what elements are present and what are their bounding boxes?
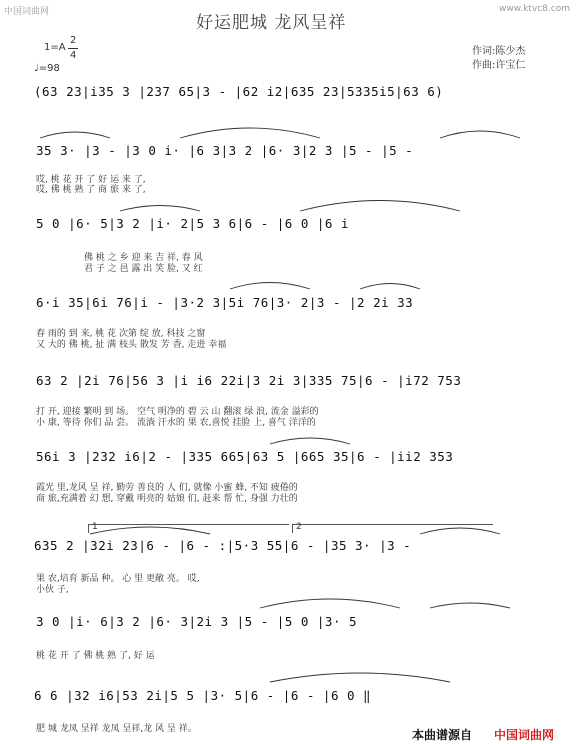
score-row-4-notes: 6·i 35|6i 76|i - |3·2 3|5i 76|3· 2|3 - |2 2i 33	[36, 295, 414, 310]
score-row-5-notes: 63 2 |2i 76|56 3 |i i6 22i|3 2i 3|335 75|6 - |i72 753	[36, 373, 462, 388]
score-row-7-lyric-1: 果 农,培育 新品 种。 心 里 更敞 亮。 哎,	[36, 574, 200, 584]
volta-bracket-2	[292, 524, 493, 533]
footer-source-label: 本曲谱源自	[412, 728, 473, 742]
score-row-8-notes: 3 0 |i· 6|3 2 |6· 3|2i 3 |5 - |5 0 |3· 5	[36, 614, 358, 629]
score-row-6-lyric-1: 霞光 里,龙风 呈 祥, 勤劳 善良的 人 们, 就像 小蜜 蜂, 不知 疲倦的	[36, 483, 298, 493]
score-row-4-lyric-1: 春 雨的 到 来, 桃 花 次第 绽 放, 科技 之窗	[36, 329, 206, 339]
song-title: 好运肥城 龙风呈祥	[196, 13, 347, 33]
volta-2-label: 2	[296, 522, 302, 532]
score-row-7-notes: 635 2 |32i 23|6 - |6 - :|5·3 55|6 - |35 3· |3 -	[34, 538, 412, 553]
volta-bracket-1	[88, 524, 289, 533]
lyricist-credit: 作词:陈少杰	[472, 46, 526, 57]
score-row-3-notes: 5 0 |6· 5|3 2 |i· 2|5 3 6|6 - |6 0 |6 i	[36, 216, 349, 231]
score-row-6-notes: 56i 3 |232 i6|2 - |335 665|63 5 |665 35|6 - |ii2 353	[36, 449, 454, 464]
composer-credit: 作曲:许宝仁	[472, 60, 526, 71]
score-row-2-lyric-2: 哎, 佛 桃 熟 了 商 旅 来 了,	[36, 185, 146, 195]
score-row-6-lyric-2: 商 旅,充满着 幻 想, 穿戴 明亮的 姑娘 们, 赶来 帮 忙, 身强 力壮的	[36, 494, 298, 504]
volta-1-label: 1	[92, 522, 98, 532]
score-row-1-notes: (63 23|i35 3 |237 65|3 - |62 i2|635 23|5335i5|63 6)	[34, 84, 444, 99]
score-row-5-lyric-2: 小 康, 等待 你们 品 尝。 流淌 汗水的 果 农,喜悦 挂脸 上, 喜气 洋洋的	[36, 418, 316, 428]
score-row-9-notes: 6 6 |32 i6|53 2i|5 5 |3· 5|6 - |6 - |6 0 ‖	[34, 688, 372, 703]
score-row-5-lyric-1: 打 开, 迎接 繁明 到 场。 空气 明净的 碧 云 山 翻滚 绿 浪, 流金 溢彩的	[36, 407, 319, 417]
tempo-marking: ♩=98	[34, 63, 60, 74]
score-row-9-lyric-1: 肥 城 龙凤 呈祥 龙凤 呈祥,龙 风 呈 祥。	[36, 724, 197, 734]
footer-site-name: 中国词曲网	[494, 728, 555, 742]
key-signature: 1=A	[44, 42, 66, 53]
watermark-left: 中国词曲网	[4, 7, 50, 17]
watermark-right: www.ktvc8.com	[499, 4, 570, 14]
time-signature-numerator: 2	[70, 35, 77, 46]
score-row-4-lyric-2: 又 大的 佛 桃, 扯 满 枝头 散发 芳 香, 走进 幸福	[36, 340, 227, 350]
score-row-7-lyric-2: 小伙 子,	[36, 585, 69, 595]
score-row-3-lyric-1: 佛 桃 之 乡 迎 来 吉 祥, 春 风	[84, 253, 203, 263]
score-row-2-lyric-1: 哎, 桃 花 开 了 好 运 来 了,	[36, 175, 146, 185]
score-row-3-lyric-2: 君 子 之 邑 露 出 笑 脸, 又 红	[84, 264, 203, 274]
score-row-2-notes: 35 3· |3 - |3 0 i· |6 3|3 2 |6· 3|2 3 |5 - |5 -	[36, 143, 414, 158]
time-signature-line	[68, 48, 78, 49]
score-row-8-lyric-1: 桃 花 开 了 佛 桃 熟 了, 好 运	[36, 651, 155, 661]
time-signature-denominator: 4	[70, 50, 77, 61]
